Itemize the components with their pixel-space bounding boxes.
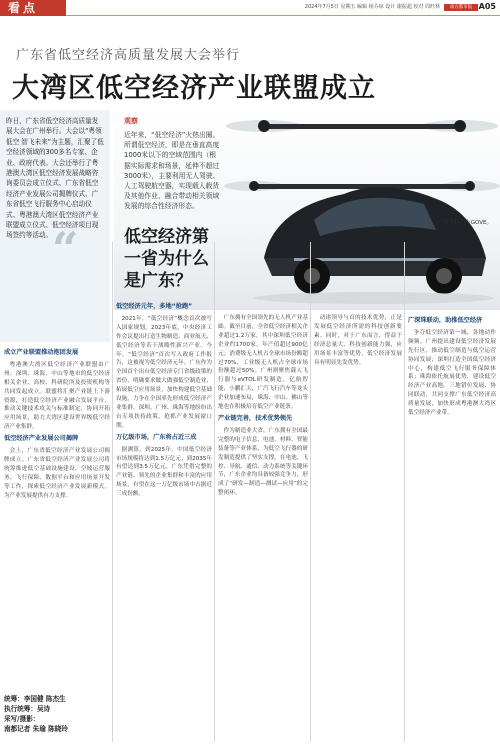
guancha-text: 近年来，“低空经济”火热出圈。所谓低空经济，即是在垂直高度1000米以下的空域范围内（根据实际需求和场景，延伸不超过3000米），主要利用无人驾驶、人工驾驶航空器，实现载人载货及其他作业、融合带动相关领域发展的综合性经济形态。 [124, 131, 220, 211]
image-caption: 广汽飞行汽车GOVE。 [437, 220, 492, 226]
column-divider [214, 242, 215, 742]
question-headline: 低空经济第一省为什么是广东？ [124, 227, 209, 291]
column-4-text: 动诸领导与首的技术优势，正是发展低空经济所需的科技创新要素。同时，对于广东而言，得益于经济总量大、科技创新能力强、应用场景丰富等优势，低空经济发展具有明显先发优势。 [314, 315, 402, 366]
quote-mark: “ [52, 222, 79, 276]
credit-executive: 执行统筹：吴诗 [4, 705, 51, 713]
column-1-heading: 成立产业联盟推动抱团发展 [4, 349, 79, 356]
date-line: 2024年7月5日 星期五 编辑 杨芬琼 设计 谢振超 校对 周旺林 [304, 4, 440, 10]
column-1-text-2: 会上，广东省低空经济产业发展公司揭牌成立。广东省低空经济产业发展公司将统筹推进低空基础设施建设、空域运营服务、飞行保障、数据平台和应用场景开发等工作，探索低空经济产业发展新模式，为产业发展提供有力支撑。 [4, 448, 110, 499]
hero-image [114, 108, 500, 310]
column-2-text-2: 据测算，到2025年，中国低空经济市场规模将达到1.5万亿元；到2035年有望达到3.5万亿元。广东凭借完整的产业链、领先的企业集群和丰富的应用场景，有望在这一万亿级市场中占据近三成份额。 [116, 446, 212, 498]
masthead [0, 0, 500, 16]
column-1-text: 粤港澳大湾区低空经济产业联盟由广州、深圳、珠海、中山等地市的低空经济相关企业、高校、科研院所及投资机构等共同发起成立。联盟将汇聚产业链上下游资源，打造低空经济产业融合发展平台，推动关键技术攻关与标准制定，协同开拓应用场景，助力大湾区建设世界级低空经济产业集群。 [4, 361, 110, 431]
column-divider [112, 242, 113, 742]
credit-coordinator: 统筹：李国健 陈杰生 [4, 695, 66, 703]
column-3 [218, 314, 308, 746]
column-2-text: 2021年，“低空经济”概念首次被写入国家规划。2023年底，中央经济工作会议提出打造生物制造、商业航天、低空经济等若干战略性新兴产业。今年，“低空经济”首次写入政府工作报告，这被视为低空经济元年。广东作为全国首个出台低空经济专门省级政策的省份，明确要求做大做强低空制造业，拓展低空应用场景，加快构建低空基础设施，力争在全国率先形成低空经济产业集群。深圳、广州、珠海等地纷纷出台专项扶持政策，抢抓产业发展窗口期。 [116, 315, 212, 429]
lead-text: 昨日，广东省低空经济高质量发展大会在广州举行。大会以“粤领低空 智飞未来”为主题，汇聚了低空经济领域的300多名专家、企业、政府代表。大会还举行了粤港澳大湾区低空经济发展战略咨询委员会成立仪式、广东省低空经济产业发展公司揭牌仪式、广东省低空飞行服务中心启动仪式、粤港澳大湾区低空经济产业联盟成立仪式、低空经济项目现场签约等活动。 [6, 117, 104, 240]
column-3-text: 广东拥有全国领先的无人机产业基础。截至目前，全省低空经济相关企业超过1.2万家，其中深圳低空经济企业约1700家，年产值超过900亿元；消费级无人机占全球市场份额超过70%，工业级无人机占全球市场份额超过50%。广州则聚焦载人飞行器与eVTOL研发制造，亿航智能、小鹏汇天、广汽飞行汽车等龙头企业加速布局，珠海、中山、佛山等地也在积极培育低空产业链条。 [218, 315, 308, 411]
headline: 大湾区低空经济产业联盟成立 [12, 73, 376, 104]
column-1 [4, 246, 110, 690]
credits [4, 694, 68, 734]
column-divider [404, 242, 405, 742]
guancha-label: 观察 [124, 117, 138, 125]
guancha-panel [124, 108, 224, 310]
column-5-heading: 广深珠联动，助推低空经济 [408, 317, 483, 324]
column-1-heading-2: 低空经济产业发展公司揭牌 [4, 435, 79, 443]
column-2 [116, 300, 212, 746]
credit-reporters: 南都记者 朱瑜 陈晓玲 [4, 725, 68, 733]
credit-writer-label: 采写/摄影： [4, 715, 40, 723]
column-5-text: 争夺低空经济第一城，各地动作频频。广州提出建设低空经济发展先行区，推动低空制造与低空运营协同发展；深圳打造全国低空经济中心，构建低空飞行服务保障体系；珠海依托航展优势，建设低空经济产业高地。三地错位发展、协同联动，共同支撑广东低空经济高质量发展，加快形成粤港澳大湾区低空经济产业带。 [408, 329, 496, 417]
column-3-heading: 产业链完善，技术优势领先 [218, 414, 293, 422]
flying-car-illustration [224, 108, 500, 310]
kicker: 广东省低空经济高质量发展大会举行 [16, 48, 241, 63]
page-number: A05 [478, 2, 496, 11]
section-tab: 看点 [0, 0, 66, 16]
column-5 [408, 314, 496, 746]
column-3-text-2: 作为制造业大省，广东拥有全国最完整的电子信息、电池、材料、智能装备等产业体系，为低空飞行器的研发制造提供了坚实支撑。在电池、飞控、导航、通信、动力系统等关键环节，广东企业均具备较强竞争力，形成了“研发—制造—测试—应用”的完整闭环。 [218, 427, 308, 497]
editor-tag: 南方都市报 [444, 4, 478, 11]
column-2-heading-2: 万亿级市场，广东将占近三成 [116, 433, 197, 441]
column-2-heading: 低空经济元年，多地“抢跑” [116, 303, 193, 310]
column-4 [314, 314, 402, 746]
column-divider [310, 242, 311, 742]
